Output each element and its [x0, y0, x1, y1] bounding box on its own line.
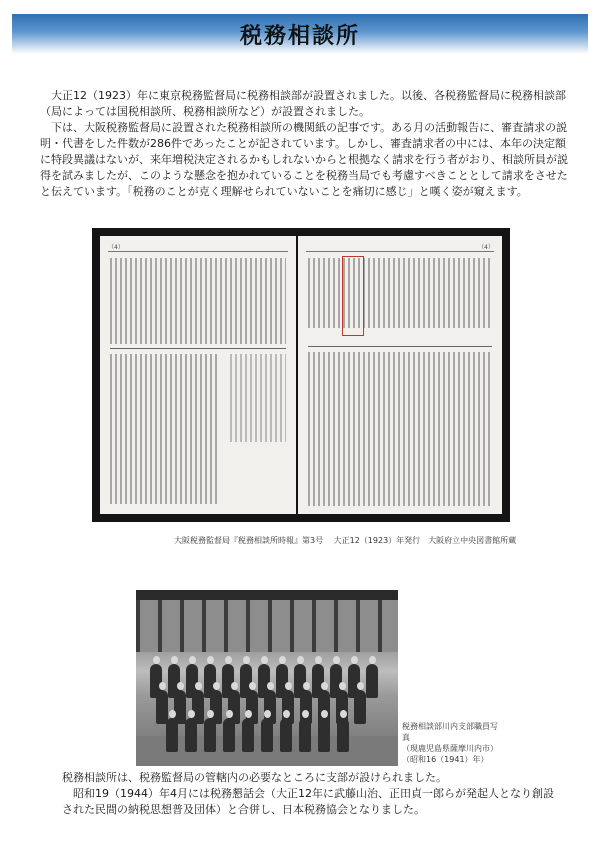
photo-person — [318, 718, 330, 752]
photo-face — [159, 682, 166, 690]
scan-left-page — [100, 236, 296, 514]
closing-line-1: 税務相談所は、税務監督局の管轄内の必要なところに支部が設けられました。 — [62, 771, 447, 784]
photo-face — [153, 656, 160, 664]
photo-person — [366, 664, 378, 698]
closing-text — [62, 770, 562, 818]
photo-face — [267, 682, 274, 690]
closing-line-2: 昭和19（1944）年4月には税務懇話会（大正12年に武藤山治、正田貞一郎らが発起人となり創設された民間の納税思想普及団体）と合併し、日本税務協会となりました。 — [62, 787, 554, 816]
photo-face — [339, 682, 346, 690]
photo-person — [223, 718, 235, 752]
photo-person — [354, 690, 366, 724]
highlight-marker — [342, 256, 364, 336]
photo-face — [340, 710, 347, 718]
photo-person — [185, 718, 197, 752]
scan-right-page-number: （4） — [478, 244, 494, 251]
photo-person — [204, 718, 216, 752]
scan-text-block — [110, 354, 220, 504]
newspaper-scan-image — [92, 228, 510, 522]
photo-face — [302, 710, 309, 718]
scan-right-header — [306, 242, 494, 252]
staff-photo — [136, 590, 398, 766]
scan-right-page — [298, 236, 502, 514]
photo-face — [188, 710, 195, 718]
scan-caption: 大阪税務監督局『税務相談所時報』第3号 大正12（1923）年発行 大阪府立中央図書館所蔵 — [174, 536, 517, 545]
photo-face — [195, 682, 202, 690]
intro-paragraph-1: 大正12（1923）年に東京税務監督局に税務相談部が設置されました。以後、各税務監督局に税務相談部（局によっては国税相談所、税務相談所など）が設置されました。 — [40, 89, 566, 118]
photo-person — [261, 718, 273, 752]
photo-face — [245, 710, 252, 718]
intro-text — [40, 88, 570, 200]
scan-left-header — [108, 242, 288, 252]
photo-face — [231, 682, 238, 690]
photo-face — [264, 710, 271, 718]
photo-person — [337, 718, 349, 752]
photo-face — [225, 656, 232, 664]
scan-text-block — [110, 258, 286, 344]
photo-face — [226, 710, 233, 718]
photo-face — [169, 710, 176, 718]
photo-person — [166, 718, 178, 752]
intro-paragraph-2: 下は、大阪税務監督局に設置された税務相談所の機関紙の記事です。ある月の活動報告に、審査請求の説明・代書をした件数が286件であったことが記されています。しかし、審査請求者の中には、本年の決定額に特段異議はないが、来年増税決定されるかもしれないからと根拠なく請求を行う者がおり、相談所員が説得を試みましたが、このような懸念を抱かれていることを税務当局でも考慮すべきこととして請求をさせたと伝えています。「税務のことが克く理解せられていないことを痛切に感じ」と嘆く姿が窺えます。 — [40, 121, 568, 198]
photo-caption-line: （現鹿児島県薩摩川内市） — [402, 744, 498, 753]
photo-face — [321, 682, 328, 690]
photo-face — [261, 656, 268, 664]
photo-person — [299, 718, 311, 752]
scan-left-page-number: （4） — [108, 244, 124, 251]
photo-face — [171, 656, 178, 664]
photo-face — [285, 682, 292, 690]
photo-caption-line: （昭和16（1941）年） — [402, 755, 489, 764]
photo-caption — [402, 721, 502, 765]
title-banner — [12, 14, 588, 54]
page-title: 税務相談所 — [239, 23, 360, 49]
photo-face — [315, 656, 322, 664]
scan-divider — [110, 348, 286, 349]
photo-face — [321, 710, 328, 718]
photo-face — [351, 656, 358, 664]
photo-caption-line: 税務相談部川内支部職員写真 — [402, 722, 498, 742]
photo-face — [207, 710, 214, 718]
photo-face — [207, 656, 214, 664]
photo-face — [283, 710, 290, 718]
photo-face — [189, 656, 196, 664]
photo-face — [243, 656, 250, 664]
photo-person — [280, 718, 292, 752]
scan-text-block — [308, 352, 492, 506]
photo-person — [242, 718, 254, 752]
photo-face — [279, 656, 286, 664]
photo-roof — [136, 590, 398, 600]
photo-face — [213, 682, 220, 690]
scan-text-block — [308, 258, 492, 328]
scan-divider — [308, 346, 492, 347]
photo-face — [333, 656, 340, 664]
photo-face — [249, 682, 256, 690]
photo-face — [303, 682, 310, 690]
photo-person — [156, 690, 168, 724]
photo-face — [369, 656, 376, 664]
photo-face — [297, 656, 304, 664]
scan-text-block — [230, 354, 286, 442]
photo-face — [177, 682, 184, 690]
photo-face — [357, 682, 364, 690]
